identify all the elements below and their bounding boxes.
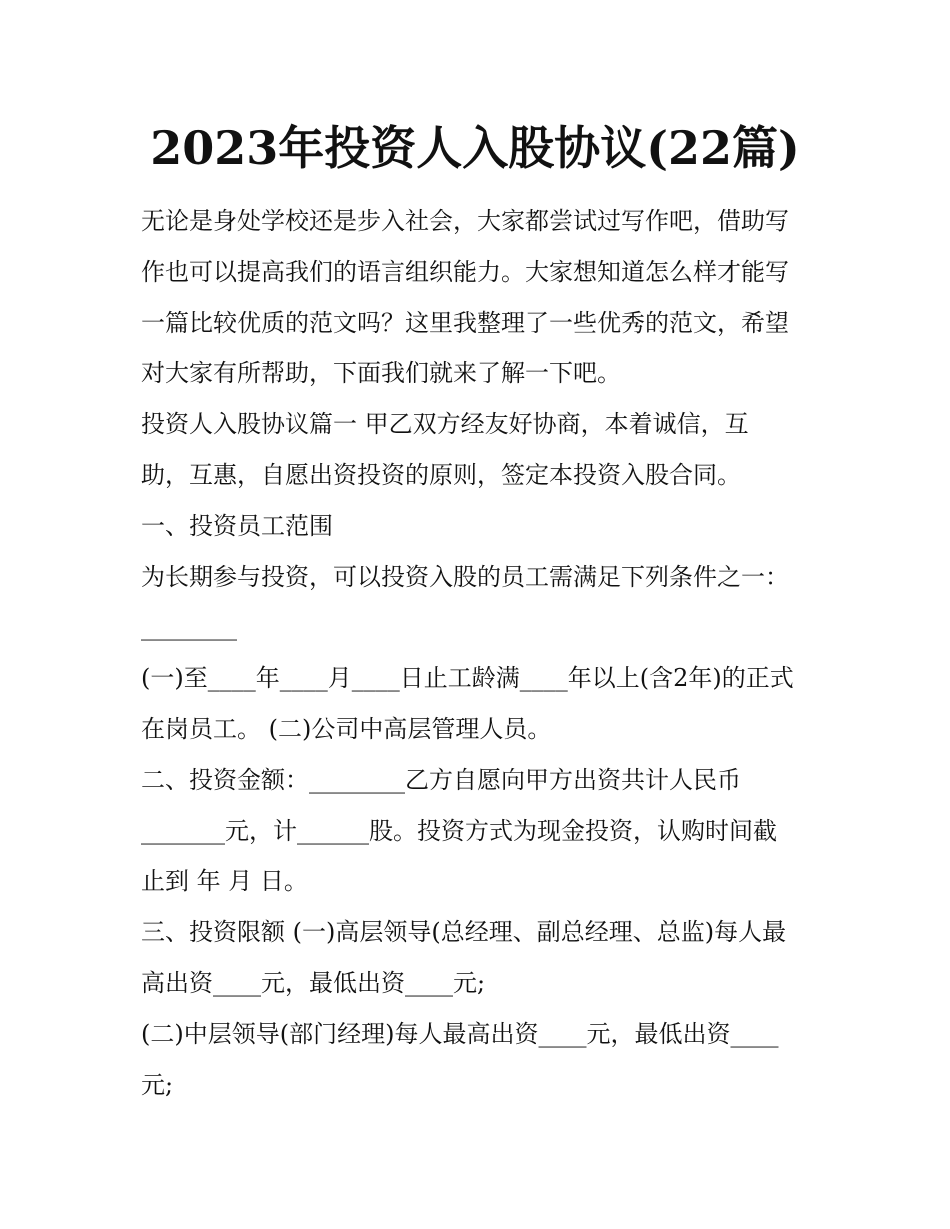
body-line-10: (一)至____年____月____日止工龄满____年以上(含2年)的正式 (141, 664, 794, 693)
body-line-6: 助，互惠，自愿出资投资的原则，签定本投资入股合同。 (141, 460, 741, 489)
body-line-14: 止到 年 月 日。 (141, 867, 308, 896)
body-line-11: 在岗员工。 (二)公司中高层管理人员。 (141, 714, 552, 743)
body-line-5: 投资人入股协议篇一 甲乙双方经友好协商，本着诚信，互 (141, 410, 749, 439)
section-heading-amount: 二、投资金额：________乙方自愿向甲方出资共计人民币 (141, 765, 741, 794)
section-heading-scope: 一、投资员工范围 (141, 511, 333, 540)
section-heading-limit: 三、投资限额 (一)高层领导(总经理、副总经理、总监)每人最 (141, 918, 787, 947)
body-line-2: 作也可以提高我们的语言组织能力。大家想知道怎么样才能写 (141, 257, 789, 286)
blank-line: ________ (141, 613, 237, 642)
body-line-1: 无论是身处学校还是步入社会，大家都尝试过写作吧，借助写 (141, 207, 789, 235)
document-title: 2023年投资人入股协议(22篇) (150, 121, 800, 175)
body-line-18: 元; (141, 1070, 174, 1099)
body-line-16: 高出资____元，最低出资____元; (141, 968, 486, 997)
document-body (141, 196, 821, 1110)
body-line-17: (二)中层领导(部门经理)每人最高出资____元，最低出资____ (141, 1019, 779, 1048)
body-line-4: 对大家有所帮助，下面我们就来了解一下吧。 (141, 359, 621, 388)
body-line-3: 一篇比较优质的范文吗？这里我整理了一些优秀的范文，希望 (141, 308, 789, 337)
body-line-8: 为长期参与投资，可以投资入股的员工需满足下列条件之一： (141, 562, 789, 591)
body-line-13: _______元，计______股。投资方式为现金投资，认购时间截 (141, 816, 777, 845)
